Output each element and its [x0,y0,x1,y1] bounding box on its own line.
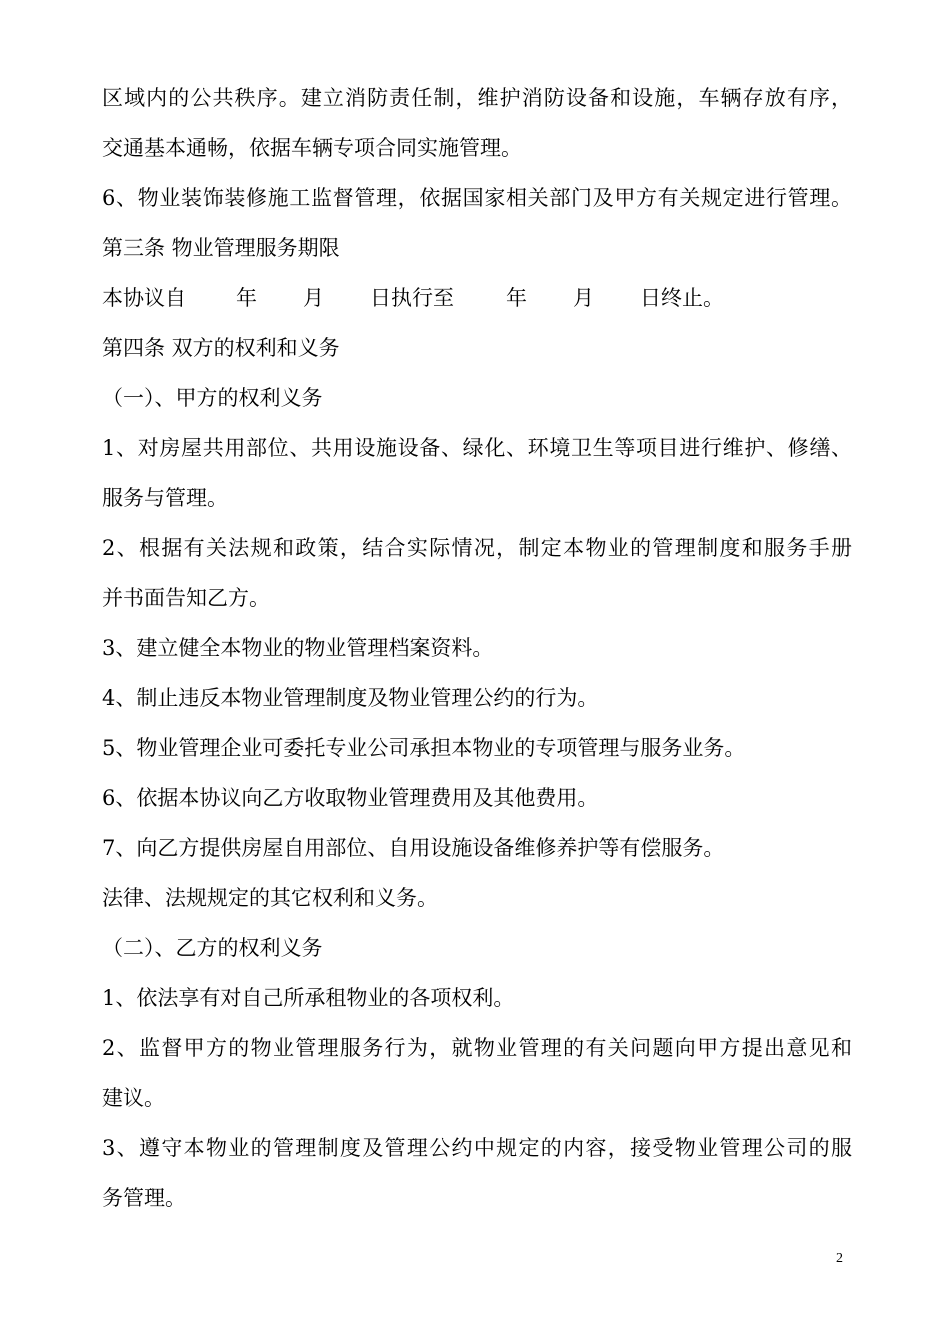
text-line: 6、依据本协议向乙方收取物业管理费用及其他费用。 [102,786,599,810]
text-line: 法律、法规规定的其它权利和义务。 [102,886,438,910]
section-heading: 第三条 物业管理服务期限 [102,236,340,260]
page-number: 2 [836,1251,843,1266]
text-line: 服务与管理。 [102,486,228,510]
text-line: 4、制止违反本物业管理制度及物业管理公约的行为。 [102,686,599,710]
date-text: 日终止。 [640,286,724,310]
text-line: 7、向乙方提供房屋自用部位、自用设施设备维修养护等有偿服务。 [102,836,725,860]
date-year-label: 年 [236,286,257,310]
date-text: 本协议自 [102,286,186,310]
text-line: 5、物业管理企业可委托专业公司承担本物业的专项管理与服务业务。 [102,736,746,760]
text-line: 1、依法享有对自己所承租物业的各项权利。 [102,986,515,1010]
subsection-heading: （一）、甲方的权利义务 [102,386,323,410]
document-body [102,73,852,1223]
section-heading: 第四条 双方的权利和义务 [102,336,340,360]
text-line: 1、对房屋共用部位、共用设施设备、绿化、环境卫生等项目进行维护、修缮、 [102,436,852,460]
text-line: 3、建立健全本物业的物业管理档案资料。 [102,636,494,660]
date-month-label: 月 [573,286,594,310]
text-line: 务管理。 [102,1186,186,1210]
text-line: 交通基本通畅，依据车辆专项合同实施管理。 [102,136,522,160]
date-month-label: 月 [303,286,324,310]
text-line: 建议。 [102,1086,165,1110]
date-text: 日执行至 [370,286,454,310]
text-line: 6、物业装饰装修施工监督管理，依据国家相关部门及甲方有关规定进行管理。 [102,186,852,210]
term-date-line [102,273,852,323]
text-line: 区域内的公共秩序。建立消防责任制，维护消防设备和设施，车辆存放有序， [102,86,852,110]
text-line: 2、根据有关法规和政策，结合实际情况，制定本物业的管理制度和服务手册 [102,536,852,560]
text-line: 2、监督甲方的物业管理服务行为，就物业管理的有关问题向甲方提出意见和 [102,1036,852,1060]
text-line: 并书面告知乙方。 [102,586,270,610]
text-line: 3、遵守本物业的管理制度及管理公约中规定的内容，接受物业管理公司的服 [102,1136,852,1160]
date-year-label: 年 [506,286,527,310]
subsection-heading: （二）、乙方的权利义务 [102,936,323,960]
